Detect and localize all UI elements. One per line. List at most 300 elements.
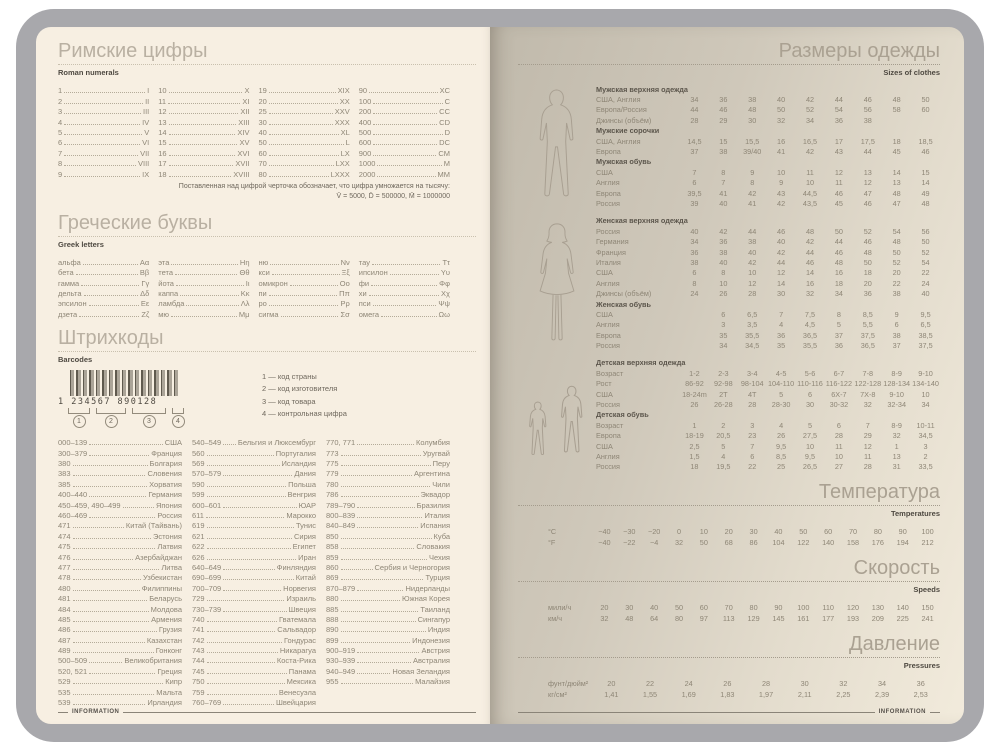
leader-row: эпсилон Εε: [58, 299, 150, 309]
table-cell: 10: [748, 268, 757, 278]
leader-row: 460–469 Россия: [58, 510, 182, 520]
table-row: Европа 37 38 39/40 41 42 43 44 45 46: [596, 146, 940, 156]
leader-row: 622 Египет: [192, 542, 316, 552]
table-cell: 9: [894, 309, 899, 319]
table-cell: 104-110: [767, 379, 795, 389]
table-row: Англия 6 7 8 9 10 11 12 13 14: [596, 178, 940, 188]
table-cell: 44,5: [802, 188, 818, 198]
table-cell: 41: [777, 147, 786, 157]
table-cell: 48: [892, 237, 901, 247]
footer-label: INFORMATION: [72, 709, 120, 715]
legend-line: 2 — код изготовителя: [262, 384, 338, 394]
table-cell: 9: [750, 167, 755, 177]
table-cell: 9-10: [918, 368, 933, 378]
table-cell: 42: [719, 226, 728, 236]
roman-col-3: [259, 85, 350, 179]
country-col-2: [192, 437, 316, 707]
table-row: Детская верхняя одежда: [596, 358, 686, 368]
table-cell: 3,5: [747, 320, 758, 330]
table-cell: 5: [836, 320, 841, 330]
table-cell: 16: [834, 268, 843, 278]
table-cell: 7X-8: [860, 389, 876, 399]
leader-row: 15 XV: [158, 138, 250, 148]
table-cell: 36,5: [860, 341, 875, 351]
barcode-legend: [262, 371, 347, 428]
table-cell: 42: [805, 147, 815, 157]
table-cell: 43: [777, 188, 786, 198]
table-cell: 26: [690, 400, 699, 410]
table-cell: 140: [822, 538, 835, 548]
table-cell: 40: [748, 247, 757, 257]
section-subtitle-pressure: Pressures: [903, 661, 940, 671]
table-cell: 26: [719, 289, 728, 299]
table-row: км/ч 32 48 64 80 97 113 129 145 161 177 193 209 225 241: [548, 613, 940, 624]
table-cell: 2: [923, 451, 928, 461]
table-cell: 34: [690, 237, 699, 247]
barcode-digits: 1 234567 890128: [58, 396, 158, 407]
leader-row: 779 Аргентина: [326, 469, 450, 479]
roman-note-line2: V̄ = 5000, D̄ = 500000, M̄ = 1000000: [336, 192, 450, 200]
table-cell: 46: [863, 198, 872, 208]
table-cell: 16: [777, 136, 786, 146]
table-cell: 8: [750, 178, 755, 188]
table-cell: 42: [777, 198, 786, 208]
table-cell: 14: [777, 278, 786, 288]
leader-row: бета Ββ: [58, 268, 150, 278]
table-row: Англия 3 3,5 4 4,5 5 5,5 6 6,5: [596, 320, 940, 330]
divider: [58, 64, 476, 65]
greek-col-1: [58, 257, 149, 319]
roman-note-line1: Поставленная над цифрой черточка обозначает, что цифра умножается на тысячу:: [178, 182, 450, 190]
table-cell: 86: [749, 538, 758, 548]
table-cell: 2,53: [913, 690, 928, 700]
table-cell: 6: [750, 451, 755, 461]
leader-row: 1000 M: [358, 159, 450, 169]
table-row: Англия 1,5 4 6 8,5 9,5 10 11 13 2: [596, 451, 940, 461]
table-row: США 6 8 10 12 14 16 18 20 22: [596, 268, 940, 278]
table-cell: 32: [892, 431, 901, 441]
table-cell: 15: [719, 136, 728, 146]
leader-row: 12 XII: [158, 107, 250, 117]
leader-row: 626 Иран: [192, 552, 316, 562]
table-cell: 46: [719, 105, 728, 115]
table-cell: 7: [692, 167, 697, 177]
leader-row: 6 VI: [58, 138, 150, 148]
table-cell: 32: [839, 679, 848, 689]
section-title-sizes: Размеры одежды: [778, 40, 940, 62]
table-cell: 158: [846, 538, 860, 548]
table-cell: 8: [721, 268, 726, 278]
leader-row: 485 Армения: [58, 614, 182, 624]
table-cell: 50: [863, 257, 872, 267]
table-cell: 10-11: [916, 420, 935, 430]
roman-numerals-table: [58, 85, 450, 179]
table-cell: 20: [863, 278, 872, 288]
table-cell: 2,39: [874, 690, 890, 700]
table-cell: 20: [607, 679, 616, 689]
table-cell: 48: [863, 247, 872, 257]
table-cell: 38: [748, 95, 757, 105]
table-cell: 30-32: [829, 400, 849, 410]
leader-row: 000–139 США: [58, 438, 182, 448]
table-row: Россия 34 34,5 35 35,5 36 36,5 37 37,5: [596, 340, 940, 350]
table-cell: 9,5: [920, 309, 931, 319]
leader-row: 500–509 Великобритания: [58, 656, 182, 666]
table-cell: 5: [807, 420, 813, 430]
leader-row: 481 Беларусь: [58, 594, 182, 604]
leader-row: 744 Коста-Рика: [192, 656, 316, 666]
leader-row: 869 Турция: [326, 573, 450, 583]
table-cell: 13: [892, 451, 901, 461]
leader-row: 500 D: [358, 127, 450, 137]
table-row: Возраст 1-2 2-3 3-4 4-5 5-6 6-7 7-8 8-9 9-10: [596, 368, 940, 378]
table-cell: 34: [834, 289, 843, 299]
table-row: Мужские сорочки: [596, 126, 660, 136]
table-cell: 24: [690, 289, 699, 299]
table-cell: 3-4: [746, 368, 758, 378]
table-cell: 92-98: [714, 379, 733, 389]
leader-row: 300–379 Франция: [58, 448, 182, 458]
mens-sizes-group: [518, 84, 940, 209]
table-cell: 7: [779, 309, 784, 319]
leader-row: 740 Гватемала: [192, 614, 316, 624]
table-cell: 11: [835, 178, 843, 188]
leader-row: 60 LX: [258, 148, 350, 158]
table-cell: 8: [721, 167, 726, 177]
table-cell: 10: [834, 451, 843, 461]
table-cell: 37: [892, 341, 901, 351]
footer-line: [930, 712, 940, 713]
leader-row: 590 Польша: [192, 479, 316, 489]
table-cell: 32: [863, 400, 872, 410]
table-row: Рост 86-92 92-98 98-104 104-110 110-116 116-122 122-128 128-134 134-140: [596, 379, 939, 389]
leader-row: 200 CC: [358, 107, 450, 117]
table-cell: 34: [877, 679, 887, 689]
leader-row: 80 LXXX: [258, 169, 350, 179]
table-cell: 34: [719, 341, 728, 351]
leader-row: дзета Ζζ: [58, 309, 150, 319]
leader-row: 475 Латвия: [58, 542, 182, 552]
table-row: Англия 8 10 12 14 16 18 20 22 24: [596, 278, 940, 288]
section-subtitle-sizes: Sizes of clothes: [883, 68, 940, 77]
table-cell: 26: [723, 679, 732, 689]
table-row: Россия 39 40 41 42 43,5 45 46 47 48: [596, 198, 940, 208]
table-cell: 9-10: [889, 389, 904, 399]
table-cell: 18-24m: [682, 389, 707, 399]
table-cell: 6: [836, 420, 841, 430]
table-cell: 46: [921, 147, 930, 157]
table-cell: 34: [805, 115, 815, 125]
table-cell: 41: [719, 188, 728, 198]
table-row: Германия 34 36 38 40 42 44 46 48 50: [596, 236, 940, 246]
table-cell: 130: [871, 603, 884, 613]
table-cell: 7,5: [804, 309, 816, 319]
table-row: Европа/Россия 44 46 48 50 52 54 56 58 60: [596, 105, 940, 115]
table-cell: 32: [674, 538, 684, 548]
right-footer: [518, 709, 940, 715]
table-cell: 50: [699, 538, 708, 548]
table-cell: 145: [772, 614, 785, 624]
table-cell: 7: [750, 441, 755, 451]
table-cell: 40: [719, 198, 728, 208]
table-cell: 32: [805, 289, 815, 299]
table-cell: 6: [692, 178, 697, 188]
leader-row: 900–919 Австрия: [326, 646, 450, 656]
table-cell: 26,5: [802, 462, 818, 472]
table-cell: 8-9: [891, 368, 902, 378]
table-cell: 40: [777, 237, 786, 247]
barcode-marker: 3: [132, 408, 166, 428]
table-cell: 110: [822, 603, 834, 613]
table-cell: 70: [724, 603, 733, 613]
table-cell: 60: [824, 527, 833, 537]
table-cell: 6-7: [833, 368, 845, 378]
table-cell: 1,69: [681, 690, 696, 700]
barcode-graphic: [58, 370, 228, 428]
table-cell: 48: [892, 95, 901, 105]
table-cell: 18: [863, 268, 872, 278]
table-cell: 38: [690, 257, 699, 267]
leader-row: 19 XIX: [258, 86, 350, 96]
table-cell: 4T: [747, 389, 757, 399]
table-cell: 43: [834, 147, 843, 157]
table-cell: 161: [797, 614, 810, 624]
table-cell: 56: [863, 105, 872, 115]
woman-silhouette-icon: [518, 216, 596, 351]
leader-row: 489 Гонконг: [58, 646, 182, 656]
table-cell: 47: [863, 188, 872, 198]
table-cell: 15,5: [745, 136, 760, 146]
table-cell: 9,5: [804, 451, 816, 461]
table-cell: 6: [692, 268, 697, 278]
speed-table: [548, 602, 940, 624]
table-cell: 4-5: [775, 368, 787, 378]
table-cell: 60: [699, 603, 708, 613]
table-cell: 36: [777, 330, 786, 340]
table-cell: 46: [805, 257, 815, 267]
table-cell: 14,5: [687, 136, 702, 146]
table-cell: 4: [779, 320, 784, 330]
table-cell: 176: [871, 538, 884, 548]
table-row: °C −40 −30 −20 0 10 20 30 40 50 60 70 80 90 100: [548, 526, 940, 537]
table-cell: 47: [892, 198, 901, 208]
leader-row: 600–601 ЮАР: [192, 500, 316, 510]
table-cell: 44: [690, 105, 699, 115]
leader-row: 520, 521 Греция: [58, 666, 182, 676]
table-cell: 97: [699, 614, 708, 624]
leader-row: 690–699 Китай: [192, 573, 316, 583]
table-row: Европа 39,5 41 42 43 44,5 46 47 48 49: [596, 188, 940, 198]
leader-row: омега Ωω: [358, 309, 450, 319]
table-cell: 1: [692, 420, 697, 430]
table-cell: 14: [892, 167, 901, 177]
footer-line: [518, 712, 875, 713]
leader-row: 70 LXX: [258, 159, 350, 169]
temperature-section: [518, 481, 940, 548]
pressure-section: [518, 633, 940, 700]
table-cell: 30: [748, 115, 757, 125]
leader-row: 11 XI: [158, 96, 250, 106]
leader-row: 599 Венгрия: [192, 490, 316, 500]
table-cell: 35,5: [802, 341, 818, 351]
leader-row: 955 Малайзия: [326, 677, 450, 687]
table-row: Европа 35 35,5 36 36,5 37 37,5 38 38,5: [596, 330, 940, 340]
table-cell: 36,5: [802, 330, 818, 340]
leader-row: 17 XVII: [158, 159, 250, 169]
leader-row: 940–949 Новая Зеландия: [326, 666, 450, 676]
table-cell: 4: [779, 420, 784, 430]
leader-row: 20 XX: [258, 96, 350, 106]
mens-sizes-table: [596, 84, 940, 209]
table-cell: 5-6: [804, 368, 816, 378]
country-col-1: [58, 437, 182, 707]
table-cell: 241: [921, 614, 934, 624]
table-cell: 128-134: [883, 379, 911, 389]
leader-row: 7 VII: [58, 148, 150, 158]
leader-row: 400–440 Германия: [58, 490, 182, 500]
leader-row: гамма Γγ: [58, 278, 150, 288]
leader-row: 870–879 Нидерланды: [326, 583, 450, 593]
table-cell: 50: [674, 603, 684, 613]
table-cell: 70: [848, 527, 858, 537]
table-row: Европа 18-19 20,5 23 26 27,5 28 29 32 34,5: [596, 431, 940, 441]
table-cell: 20: [600, 603, 609, 613]
table-cell: 5: [721, 441, 726, 451]
table-row: °F −40 −22 −4 32 50 68 86 104 122 140 158 176 194 212: [548, 537, 940, 548]
table-cell: 80: [873, 527, 882, 537]
left-page: [36, 27, 490, 724]
table-cell: 113: [722, 614, 735, 624]
leader-row: 540–549 Бельгия и Люксембург: [192, 438, 316, 448]
table-row: Детская обувь: [596, 410, 649, 420]
table-cell: 52: [892, 257, 901, 267]
table-cell: −22: [623, 538, 636, 548]
leader-row: 400 CD: [358, 117, 450, 127]
table-cell: 39: [690, 198, 699, 208]
leader-row: 480 Филиппины: [58, 583, 182, 593]
roman-col-4: [359, 85, 450, 179]
table-cell: 44: [748, 226, 757, 236]
table-cell: 34,5: [745, 341, 760, 351]
leader-row: каппа Κκ: [158, 289, 250, 299]
table-row: кг/см² 1,41 1,55 1,69 1,83 1,97 2,11 2,25 2,39 2,53: [548, 689, 940, 700]
leader-row: 380 Болгария: [58, 459, 182, 469]
leader-row: 486 Грузия: [58, 625, 182, 635]
table-cell: 1,5: [689, 451, 700, 461]
footer-line: [58, 712, 68, 713]
leader-row: 885 Таиланд: [326, 604, 450, 614]
table-cell: 2T: [719, 389, 728, 399]
table-cell: 11: [835, 441, 843, 451]
table-cell: 50: [834, 226, 843, 236]
section-title-pressure: Давление: [849, 633, 940, 656]
leader-row: 930–939 Австралия: [326, 656, 450, 666]
table-cell: 24: [921, 278, 930, 288]
section-subtitle-greek: Greek letters: [58, 239, 104, 249]
leader-row: 40 XL: [258, 127, 350, 137]
table-row: Мужская верхняя одежда: [596, 84, 688, 94]
table-cell: 12: [748, 278, 757, 288]
table-cell: 46: [863, 237, 872, 247]
table-cell: 10: [719, 278, 728, 288]
table-cell: 19,5: [716, 462, 731, 472]
greek-col-2: [158, 257, 249, 319]
table-cell: 27,5: [802, 431, 818, 441]
leader-row: 840–849 Испания: [326, 521, 450, 531]
table-row: США 18-24m 2T 4T 5 6 6X-7 7X-8 9-10 10: [596, 389, 940, 399]
table-cell: 29: [863, 431, 872, 441]
leader-row: 535 Мальта: [58, 687, 182, 697]
table-cell: 34,5: [918, 431, 933, 441]
table-cell: 30: [800, 679, 809, 689]
table-cell: 45: [892, 147, 901, 157]
leader-row: 4 IV: [58, 117, 150, 127]
table-cell: 42: [777, 247, 786, 257]
table-cell: 30: [777, 289, 786, 299]
table-cell: 28: [748, 400, 757, 410]
leader-row: ню Νν: [258, 257, 350, 267]
country-col-3: [326, 437, 450, 707]
table-cell: 80: [749, 603, 758, 613]
table-cell: 44: [834, 95, 843, 105]
table-cell: 4,5: [804, 320, 816, 330]
table-cell: 13: [892, 178, 901, 188]
table-cell: 1,41: [604, 690, 619, 700]
table-cell: 134-140: [912, 379, 939, 389]
table-cell: 16,5: [802, 136, 818, 146]
divider: [58, 236, 476, 237]
barcode-marker: 4: [172, 408, 184, 428]
leader-row: 30 XXX: [258, 117, 350, 127]
table-cell: 177: [822, 614, 835, 624]
left-footer: [58, 709, 476, 715]
table-cell: 38: [892, 289, 901, 299]
childrens-sizes-group: [518, 358, 940, 472]
leader-row: 800–839 Италия: [326, 510, 450, 520]
table-cell: 56: [921, 226, 930, 236]
table-cell: 30: [749, 527, 758, 537]
table-cell: 41: [748, 198, 757, 208]
section-title-barcodes: Штрихкоды: [58, 326, 164, 349]
table-row: Джинсы (объём) 24 26 28 30 32 34 36 38 40: [596, 288, 940, 298]
divider: [518, 657, 940, 658]
table-cell: 39,5: [687, 188, 702, 198]
table-cell: 9,5: [776, 441, 787, 451]
table-cell: 35: [777, 341, 786, 351]
table-cell: 3: [750, 420, 755, 430]
table-cell: 36: [719, 237, 728, 247]
leader-row: 16 XVI: [158, 148, 250, 158]
leader-row: пси Ψψ: [358, 299, 450, 309]
table-cell: 17: [834, 136, 843, 146]
table-cell: 18-19: [685, 431, 704, 441]
table-cell: 8,5: [776, 451, 787, 461]
table-cell: −20: [647, 527, 661, 537]
table-cell: 12: [863, 178, 872, 188]
table-cell: 20,5: [716, 431, 731, 441]
table-row: Франция 36 38 40 42 44 46 48 50 52: [596, 247, 940, 257]
leader-row: 789–790 Бразилия: [326, 500, 450, 510]
table-cell: 48: [625, 614, 634, 624]
leader-row: 621 Сирия: [192, 531, 316, 541]
table-cell: 110-116: [797, 379, 823, 389]
table-cell: 129: [747, 614, 760, 624]
section-title-greek: Греческие буквы: [58, 211, 213, 234]
leader-row: 570–579 Дания: [192, 469, 316, 479]
leader-row: сигма Σσ: [258, 309, 350, 319]
divider: [518, 581, 940, 582]
leader-row: 560 Португалия: [192, 448, 316, 458]
